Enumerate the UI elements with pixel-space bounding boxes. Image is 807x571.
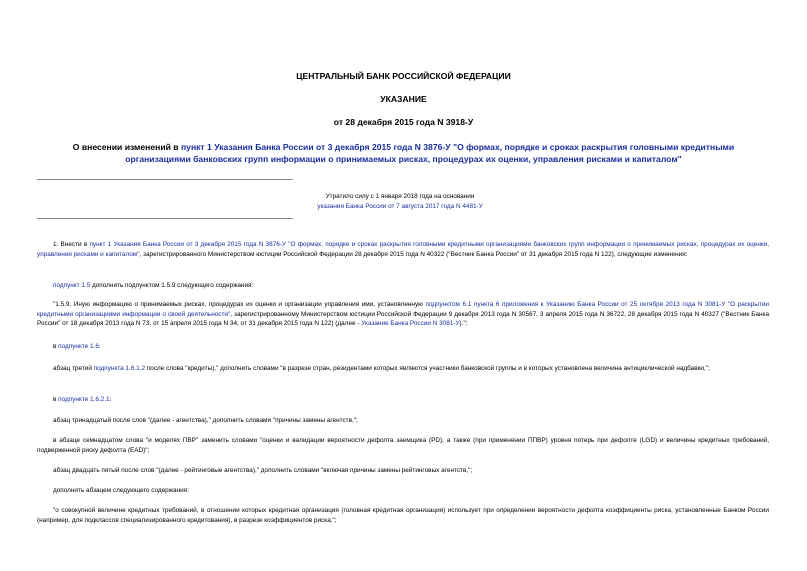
status-link[interactable]: указания Банка России от 7 августа 2017 года N 4481-У (317, 203, 483, 210)
document-heading (40, 141, 767, 165)
p5-prefix: абзац третий (53, 365, 94, 372)
paragraph-1 (37, 240, 769, 259)
paragraph-11: "о совокупной величине кредитных требований, в отношении которых кредитная организация (головная кредитная организация) использует при определении вероятности дефолта коэффициенты риска, установленные Банком России (например, для подклассов специализированного кредитования), в разрезе коэффициентов риска."; (37, 507, 769, 524)
p3-link2[interactable]: Указание Банка России N 3081-У (361, 320, 460, 328)
p3-link[interactable]: подпунктом 6.1 пункта 6 приложения к Указанию Банка России от 25 октября 2013 года N 3081-У "О раскрытии кредитными организациями информации о своей деятельности" (37, 301, 769, 318)
p1-prefix: 1. Внести в (53, 241, 90, 248)
divider-bottom (37, 218, 293, 219)
p6-link[interactable]: подпункте 1.6.2.1 (58, 396, 110, 403)
paragraph-7: абзац тринадцатый после слов "(далее - агентства)," дополнить словами "причины замены агентств,"; (53, 417, 358, 424)
paragraph-8: в абзаце семнадцатом слова "и моделях ПВР" заменить словами "оценки и валидации вероятности дефолта заемщика (PD), а также (при применении ППВР) уровня потерь при дефолте (LGD) и величины кредитных требований, подверженной риску дефолта (EAD)"; (37, 437, 769, 454)
p3-middle: , зарегистрированному Министерством юстиции Российской Федерации 9 декабря 2013 года N 30567, 3 апреля 2015 года N 36722, 28 декабря 2015 года N 40327 ("Вестник Банка России" от 18 декабря 2013 года N 73, от 15 апреля 2015 года N 34, от 31 декабря 2015 года N 122) (далее - (37, 310, 769, 328)
p6-prefix: в (53, 396, 59, 403)
p4-suffix: : (98, 343, 101, 350)
paragraph-3 (37, 300, 769, 329)
paragraph-10: дополнить абзацем следующего содержания: (53, 487, 189, 494)
p3-prefix: "1.5.9. Иную информацию о принимаемых рисках, процедурах их оценки и организации управления ими, установленную (53, 301, 426, 308)
p5-link[interactable]: подпункта 1.6.1.2 (93, 365, 146, 372)
p1-link[interactable]: пункт 1 Указания Банка России от 3 декабря 2015 года N 3876-У "О формах, порядке и сроках раскрытия головными кредитными организациями банковских групп информации о принимаемых рисках, процедурах их оценки, управления рисками и капиталом" (37, 241, 769, 258)
paragraph-4 (37, 342, 769, 352)
heading-link[interactable]: пункт 1 Указания Банка России от 3 декабря 2015 года N 3876-У "О формах, порядке и сроках раскрытия головными кредитными организациями банковских групп информации о принимаемых рисках, процедурах их оценки, управления рисками и капиталом" (125, 142, 735, 164)
p5-suffix: после слова "кредиты)," дополнить словами "в разрезе стран, резидентами которых являются участники банковской группы и в которых установлена величина антициклической надбавки,"; (145, 365, 710, 372)
p1-suffix: , зарегистрированного Министерством юстиции Российской Федерации 28 декабря 2015 года N 40322 ("Вестник Банка России" от 31 декабря 2015 года N 122), следующие изменения: (139, 250, 688, 258)
p2-suffix: дополнить подпунктом 1.5.9 следующего содержания: (90, 282, 254, 289)
paragraph-6 (37, 395, 769, 405)
paragraph-5 (37, 364, 769, 374)
document-date-number: от 28 декабря 2015 года N 3918-У (333, 117, 474, 127)
document-type: УКАЗАНИЕ (380, 94, 427, 104)
paragraph-2 (37, 281, 769, 291)
heading-prefix: О внесении изменений в (72, 142, 181, 152)
p3-suffix: )."; (459, 320, 468, 328)
p4-prefix: в (53, 343, 59, 350)
p6-suffix: : (109, 396, 112, 403)
p2-link[interactable]: подпункт 1.5 (53, 282, 91, 289)
paragraph-9: абзац двадцать пятый после слов "(далее - рейтинговые агентства)," дополнить словами "включая причины замены рейтинговых агентств,"; (53, 467, 473, 474)
divider-top (37, 179, 293, 180)
p4-link[interactable]: подпункте 1.6 (58, 343, 99, 350)
status-note: Утратило силу с 1 января 2018 года на основании (325, 193, 475, 200)
issuer-title: ЦЕНТРАЛЬНЫЙ БАНК РОССИЙСКОЙ ФЕДЕРАЦИИ (296, 71, 511, 81)
